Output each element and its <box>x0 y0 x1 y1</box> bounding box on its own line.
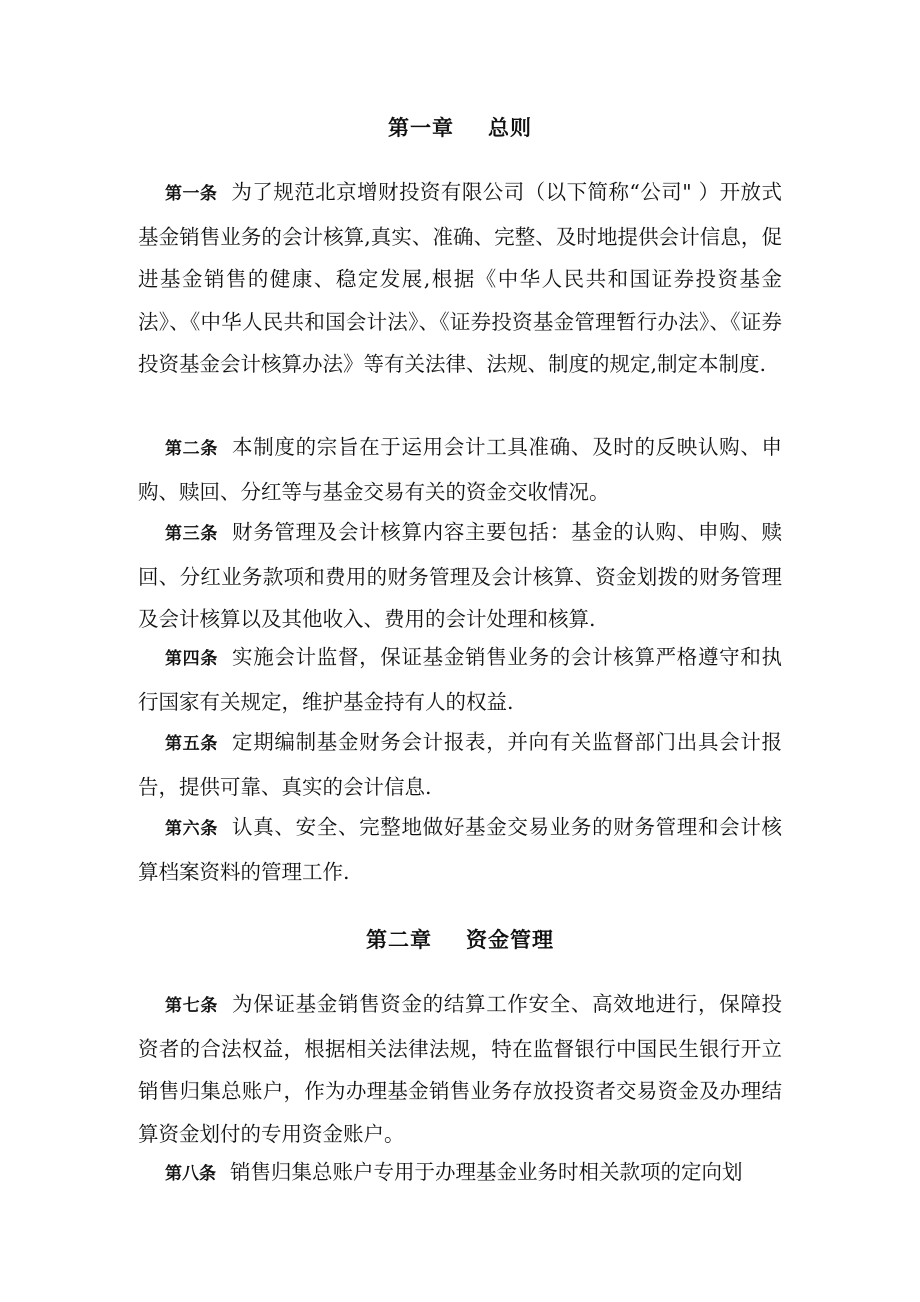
chapter-1-number: 第一章 <box>388 116 454 140</box>
article-5-text: 定期编制基金财务会计报表，并向有关监督部门出具会计报告，提供可靠、真实的会计信息. <box>138 730 783 799</box>
article-2 <box>138 426 782 513</box>
article-1-text: 为了规范北京增财投资有限公司（以下简称“公司" ）开放式基金销售业务的会计核算,真实、准确、完整、及时地提供会计信息，促进基金销售的健康、稳定发展,根据《中华人民共和国证券投资基金法》、《中华人民共和国会计法》、《证券投资基金管理暂行办法》、《证券投资基金会计核算办法》等有关法律、法规、制度的规定,制定本制度. <box>138 180 782 376</box>
article-3 <box>138 511 782 641</box>
article-4-label: 第四条 <box>165 649 219 669</box>
article-5 <box>138 721 782 808</box>
article-8-text: 销售归集总账户专用于办理基金业务时相关款项的定向划 <box>230 1160 743 1184</box>
chapter-2-name: 资金管理 <box>466 928 554 952</box>
article-1 <box>138 171 782 386</box>
article-5-label: 第五条 <box>165 734 219 754</box>
article-7 <box>138 983 782 1155</box>
article-8-label: 第八条 <box>165 1164 216 1184</box>
chapter-2-title <box>0 924 920 954</box>
article-7-label: 第七条 <box>165 996 219 1016</box>
article-6 <box>138 806 782 893</box>
chapter-1-name: 总则 <box>488 116 532 140</box>
article-4-text: 实施会计监督，保证基金销售业务的会计核算严格遵守和执行国家有关规定，维护基金持有人的权益. <box>138 645 783 714</box>
article-2-text: 本制度的宗旨在于运用会计工具准确、及时的反映认购、申购、赎回、分红等与基金交易有关的资金交收情况。 <box>138 435 783 504</box>
chapter-1-title <box>0 112 920 142</box>
article-2-label: 第二条 <box>165 439 219 459</box>
article-6-text: 认真、安全、完整地做好基金交易业务的财务管理和会计核算档案资料的管理工作. <box>138 815 783 884</box>
article-6-label: 第六条 <box>165 819 219 839</box>
chapter-2-number: 第二章 <box>366 928 432 952</box>
article-3-text: 财务管理及会计核算内容主要包括：基金的认购、申购、赎回、分红业务款项和费用的财务管理及会计核算、资金划拨的财务管理及会计核算以及其他收入、费用的会计处理和核算. <box>138 520 783 631</box>
article-7-text: 为保证基金销售资金的结算工作安全、高效地进行，保障投资者的合法权益，根据相关法律法规，特在监督银行中国民生银行开立销售归集总账户，作为办理基金销售业务存放投资者交易资金及办理结算资金划付的专用资金账户。 <box>138 992 783 1146</box>
article-8 <box>138 1151 782 1196</box>
article-4 <box>138 636 782 723</box>
article-3-label: 第三条 <box>165 524 219 544</box>
article-1-label: 第一条 <box>165 184 218 204</box>
